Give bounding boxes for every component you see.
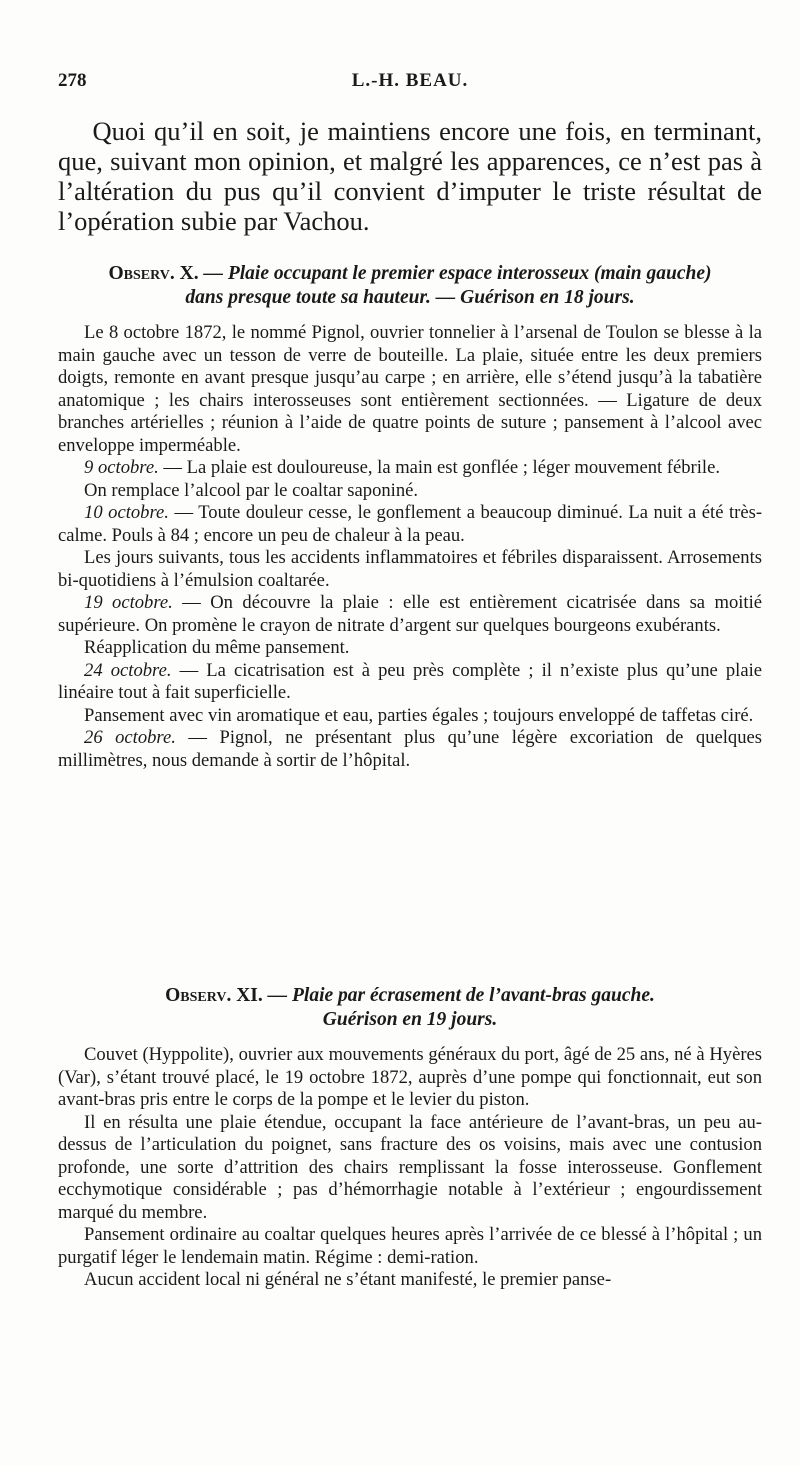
observation-11-title-line2: Guérison en 19 jours. <box>322 1009 498 1030</box>
obs10-paragraph: Réapplication du même pansement. <box>84 637 350 658</box>
intro-paragraph-block <box>58 116 762 236</box>
obs10-paragraph: 24 octobre. — La cicatrisation est à peu près complète ; il n’existe plus qu’une plaie linéaire tout à fait superficielle. <box>58 659 762 703</box>
running-title: L.-H. BEAU. <box>351 70 469 91</box>
observation-10-label: Observ. X. <box>108 263 199 284</box>
running-head <box>58 70 762 100</box>
observation-10-heading <box>58 262 762 310</box>
obs11-paragraph: Pansement ordinaire au coaltar quelques heures après l’arrivée de ce blessé à l’hôpital ; un purgatif léger le lendemain matin. Régime : demi-ration. <box>58 1224 762 1268</box>
obs11-paragraph: Couvet (Hyppolite), ouvrier aux mouvements généraux du port, âgé de 25 ans, né à Hyères (Var), s’étant trouvé placé, le 19 octobre 1872, auprès d’une pompe qui fonctionnait, eut son avant-bras pris entre le corps de la pompe et le levier du piston. <box>58 1044 762 1110</box>
observation-10-title-line1: — Plaie occupant le premier espace interosseux (main gauche) <box>203 263 712 284</box>
obs10-paragraph: Pansement avec vin aromatique et eau, parties égales ; toujours enveloppé de taffetas ciré. <box>84 704 754 726</box>
obs11-paragraph: Il en résulta une plaie étendue, occupant la face antérieure de l’avant-bras, un peu au-dessus de l’articulation du poignet, sans fracture des os voisins, mais avec une contusion profonde, une sorte d’attrition des chairs remplissant la fosse interosseuse. Gonflement ecchymotique considérable ; pas d’hémorrhagie notable à l’extérieur ; engourdissement marqué du membre. <box>58 1111 762 1223</box>
observation-10-body <box>58 322 762 772</box>
obs10-paragraph: Le 8 octobre 1872, le nommé Pignol, ouvrier tonnelier à l’arsenal de Toulon se blesse à la main gauche avec un tesson de verre de bouteille. La plaie, située entre les deux premiers doigts, remonte en avant presque jusqu’au carpe ; en arrière, elle s’étend jusqu’à la tabatière anatomique ; les chairs interosseuses sont entièrement sectionnées. — Ligature de deux branches artérielles ; réunion à l’aide de quatre points de suture ; pansement à l’alcool avec enveloppe imperméable. <box>58 322 762 456</box>
observation-10-title-line2: dans presque toute sa hauteur. — Guérison en 18 jours. <box>185 287 635 308</box>
observation-11-label: Observ. XI. <box>165 985 263 1006</box>
obs10-paragraph: 19 octobre. — On découvre la plaie : elle est entièrement cicatrisée dans sa moitié supérieure. On promène le crayon de nitrate d’argent sur quelques bourgeons exubérants. <box>58 592 762 636</box>
obs10-paragraph: Les jours suivants, tous les accidents inflammatoires et fébriles disparaissent. Arrosements bi-quotidiens à l’émulsion coaltarée. <box>58 547 762 591</box>
obs10-paragraph: 26 octobre. — Pignol, ne présentant plus qu’une légère excoriation de quelques millimètres, nous demande à sortir de l’hôpital. <box>58 727 762 771</box>
page-number: 278 <box>58 70 87 91</box>
observation-11-body <box>58 1044 762 1292</box>
obs10-paragraph: 9 octobre. — La plaie est douloureuse, la main est gonflée ; léger mouvement fébrile. <box>84 457 720 478</box>
observation-11-title-line1: — Plaie par écrasement de l’avant-bras gauche. <box>267 985 655 1006</box>
obs10-paragraph: On remplace l’alcool par le coaltar saponiné. <box>84 479 419 501</box>
observation-11-heading <box>58 984 762 1032</box>
intro-paragraph: Quoi qu’il en soit, je maintiens encore une fois, en terminant, que, suivant mon opinion, et malgré les apparences, ce n’est pas à l’altération du pus qu’il convient d’imputer le triste résultat de l’opération subie par Vachou. <box>58 116 762 236</box>
obs10-paragraph: 10 octobre. — Toute douleur cesse, le gonflement a beaucoup diminué. La nuit a été très-calme. Pouls à 84 ; encore un peu de chaleur à la peau. <box>58 502 763 546</box>
obs11-paragraph: Aucun accident local ni général ne s’étant manifesté, le premier panse- <box>84 1269 612 1290</box>
